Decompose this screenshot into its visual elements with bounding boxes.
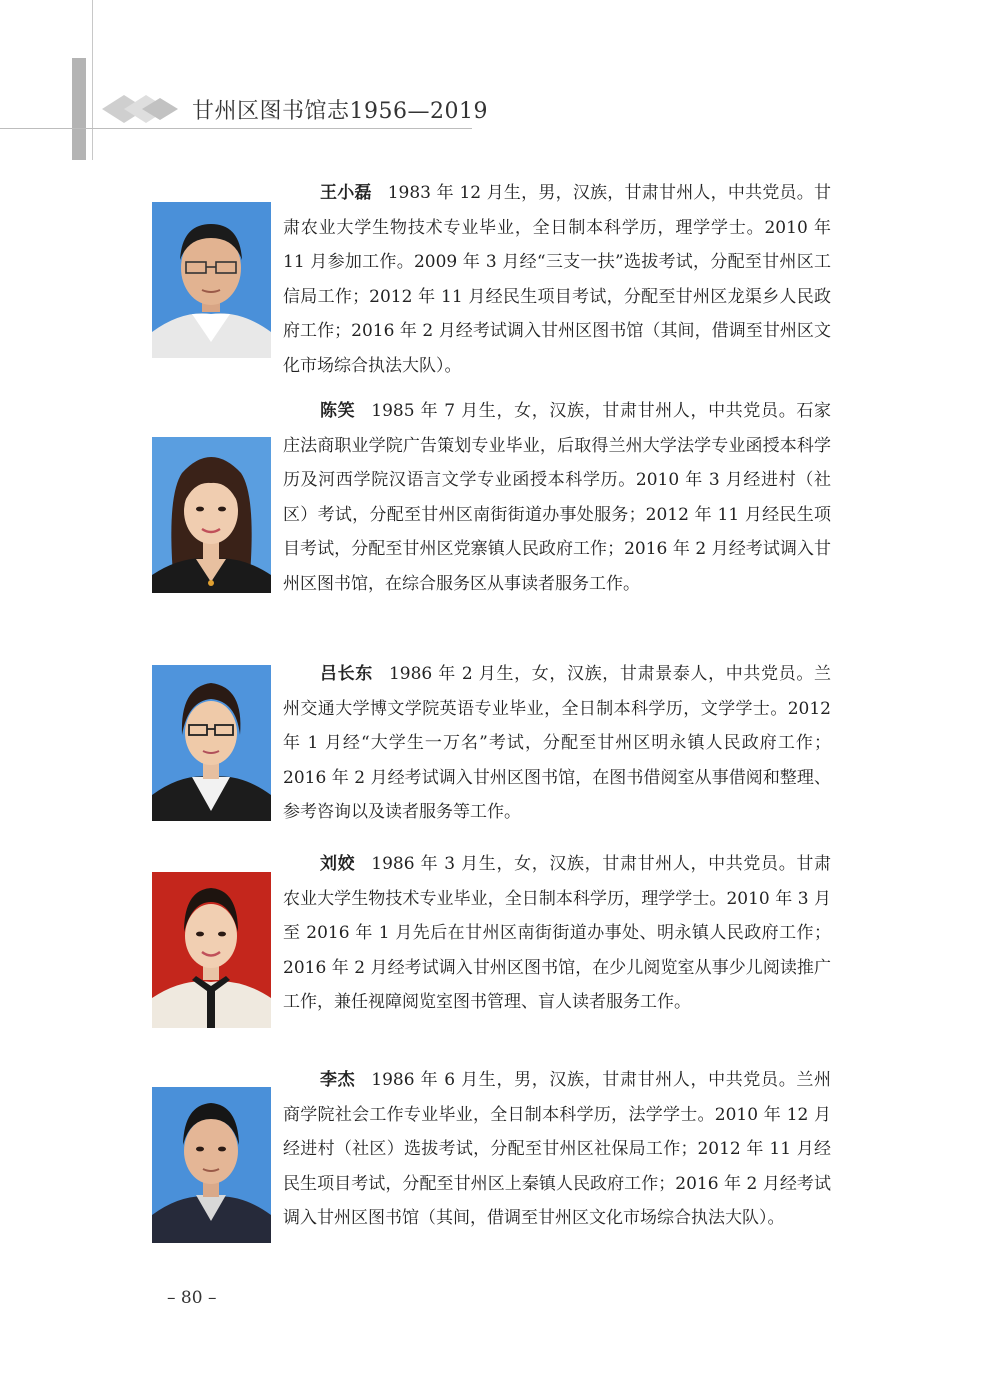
person-name-1: 王小磊 [320, 183, 372, 203]
person-name-5: 李杰 [320, 1070, 356, 1090]
bio-paragraph-1 [283, 176, 831, 384]
person-name-2: 陈笑 [320, 401, 356, 421]
bio-paragraph-2 [283, 394, 831, 602]
page-number: – 80 – [167, 1288, 217, 1308]
person-name-3: 吕长东 [320, 664, 373, 684]
book-title: 甘州区图书馆志1956—2019 [192, 99, 488, 124]
person-name-4: 刘姣 [320, 854, 356, 874]
portrait-photo-4 [152, 872, 271, 1028]
bio-paragraph-3 [283, 657, 831, 830]
header-horizontal-rule [0, 128, 472, 129]
header-gray-bar [72, 58, 86, 160]
portrait-photo-1 [152, 202, 271, 358]
bio-text-1: 1983 年 12 月生，男，汉族，甘肃甘州人，中共党员。甘肃农业大学生物技术专业毕业，全日制本科学历，理学学士。2010 年 11 月参加工作。2009 年 3 月经“三支一扶”选拔考试，分配至甘州区工信局工作；2012 年 11 月经民生项目考试，分配至甘州区龙渠乡人民政府工作；2016 年 2 月经考试调入甘州区图书馆（其间，借调至甘州区文化市场综合执法大队）。 [283, 183, 832, 376]
header-vertical-rule [92, 0, 93, 160]
bio-text-3: 1986 年 2 月生，女，汉族，甘肃景泰人，中共党员。兰州交通大学博文学院英语专业毕业，全日制本科学历，文学学士。2012 年 1 月经“大学生一万名”考试，分配至甘州区明永镇人民政府工作；2016 年 2 月经考试调入甘州区图书馆，在图书借阅室从事借阅和整理、参考咨询以及读者服务等工作。 [283, 664, 832, 823]
bio-text-2: 1985 年 7 月生，女，汉族，甘肃甘州人，中共党员。石家庄法商职业学院广告策划专业毕业，后取得兰州大学法学专业函授本科学历及河西学院汉语言文学专业函授本科学历。2010 年 3 月经进村（社区）考试，分配至甘州区南街街道办事处服务；2012 年 11 月经民生项目考试，分配至甘州区党寨镇人民政府工作；2016 年 2 月经考试调入甘州区图书馆，在综合服务区从事读者服务工作。 [283, 401, 832, 594]
bio-paragraph-5 [283, 1063, 831, 1236]
portrait-photo-3 [152, 665, 271, 821]
portrait-photo-2 [152, 437, 271, 593]
header-diamond-icon [102, 92, 182, 126]
portrait-photo-5 [152, 1087, 271, 1243]
bio-text-5: 1986 年 6 月生，男，汉族，甘肃甘州人，中共党员。兰州商学院社会工作专业毕业，全日制本科学历，法学学士。2010 年 12 月经进村（社区）选拔考试，分配至甘州区社保局工作；2012 年 11 月经民生项目考试，分配至甘州区上秦镇人民政府工作；2016 年 2 月经考试调入甘州区图书馆（其间，借调至甘州区文化市场综合执法大队）。 [283, 1070, 832, 1229]
bio-paragraph-4 [283, 847, 831, 1020]
bio-text-4: 1986 年 3 月生，女，汉族，甘肃甘州人，中共党员。甘肃农业大学生物技术专业毕业，全日制本科学历，理学学士。2010 年 3 月至 2016 年 1 月先后在甘州区南街街道办事处、明永镇人民政府工作；2016 年 2 月经考试调入甘州区图书馆，在少儿阅览室从事少儿阅读推广工作，兼任视障阅览室图书管理、盲人读者服务工作。 [283, 854, 832, 1013]
